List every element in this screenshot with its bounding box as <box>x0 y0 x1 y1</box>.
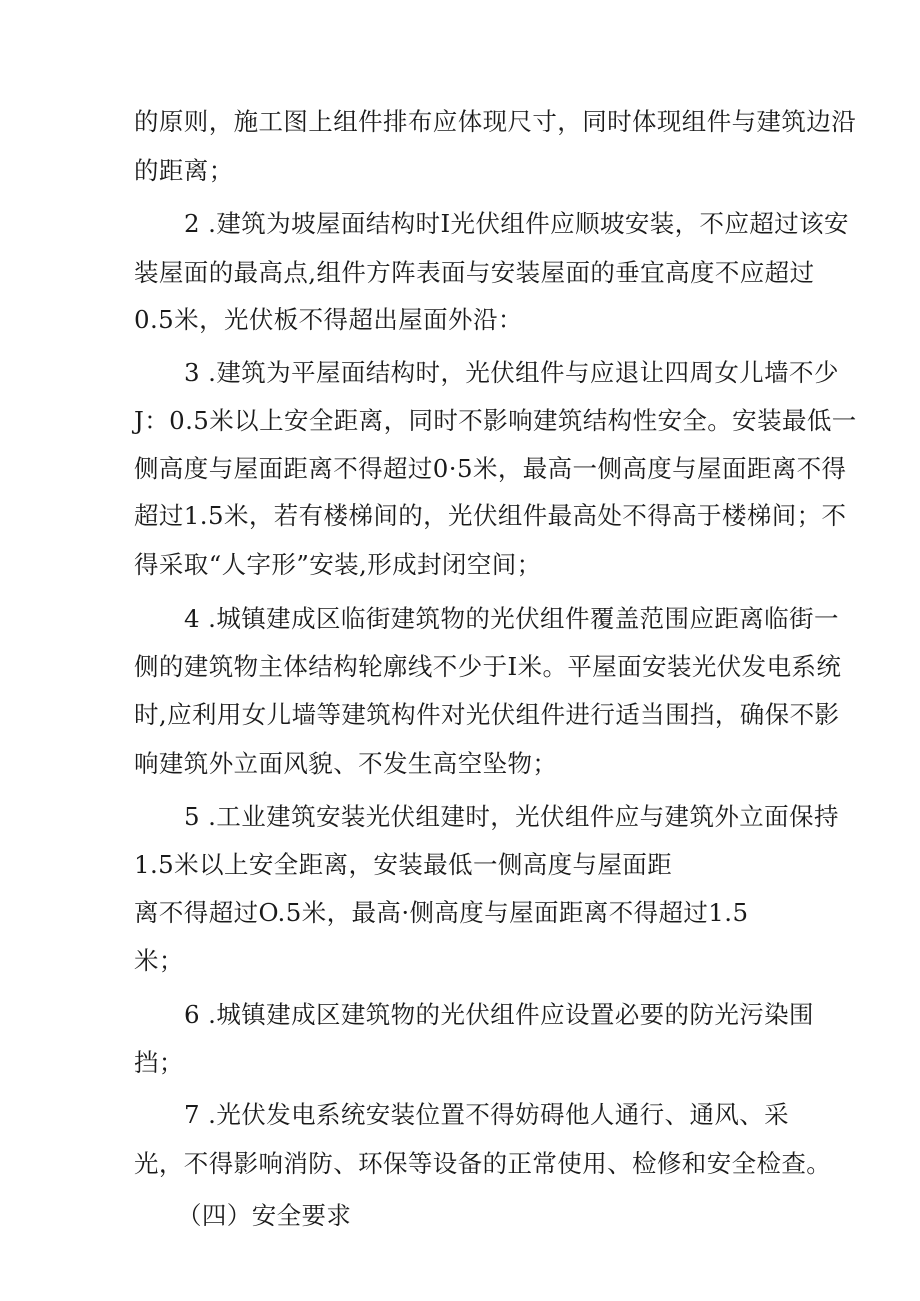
text-line: 的距离； <box>134 156 234 185</box>
text-line: 0.5米，光伏板不得超出屋面外沿： <box>134 305 523 334</box>
text-line: 1.5米以上安全距离，安装最低一侧高度与屋面距 <box>134 850 673 879</box>
text-line: 得采取“人字形”安装,形成封闭空间； <box>134 550 542 579</box>
text-line: 米； <box>134 946 184 975</box>
text-line: J：0.5米以上安全距离，同时不影响建筑结构性安全。安装最低一 <box>134 406 857 435</box>
text-line: 3 .建筑为平屋面结构时，光伏组件与应退让四周女儿墙不少 <box>184 358 839 387</box>
text-line: 时,应利用女儿墙等建筑构件对光伏组件进行适当围挡，确保不影 <box>134 700 840 729</box>
text-line: 2 .建筑为坡屋面结构时I光伏组件应顺坡安装，不应超过该安 <box>184 209 849 238</box>
text-line: 侧的建筑物主体结构轮廓线不少于I米。平屋面安装光伏发电系统 <box>134 652 842 681</box>
text-line: 挡； <box>134 1048 184 1077</box>
text-line: 光，不得影响消防、环保等设备的正常使用、检修和安全检查。 <box>134 1149 832 1178</box>
text-line: 4 .城镇建成区临街建筑物的光伏组件覆盖范围应距离临街一 <box>184 604 839 633</box>
section-heading: （四）安全要求 <box>177 1201 352 1230</box>
text-line: 6 .城镇建成区建筑物的光伏组件应设置必要的防光污染围 <box>184 1000 814 1029</box>
text-line: 7 .光伏发电系统安装位置不得妨碍他人通行、通风、采 <box>184 1100 790 1129</box>
text-line: 离不得超过O.5米，最高·侧高度与屋面距离不得超过1.5 <box>134 898 749 927</box>
text-line: 5 .工业建筑安装光伏组建时，光伏组件应与建筑外立面保持 <box>184 802 839 831</box>
text-line: 响建筑外立面风貌、不发生高空坠物； <box>134 749 558 778</box>
text-line: 超过1.5米，若有楼梯间的，光伏组件最高处不得高于楼梯间；不 <box>134 501 847 530</box>
text-line: 侧高度与屋面距离不得超过0·5米，最高一侧高度与屋面距离不得 <box>134 454 847 483</box>
text-line: 的原则，施工图上组件排布应体现尺寸，同时体现组件与建筑边沿 <box>134 107 857 136</box>
text-line: 装屋面的最高点,组件方阵表面与安装屋面的垂宜高度不应超过 <box>134 258 815 287</box>
